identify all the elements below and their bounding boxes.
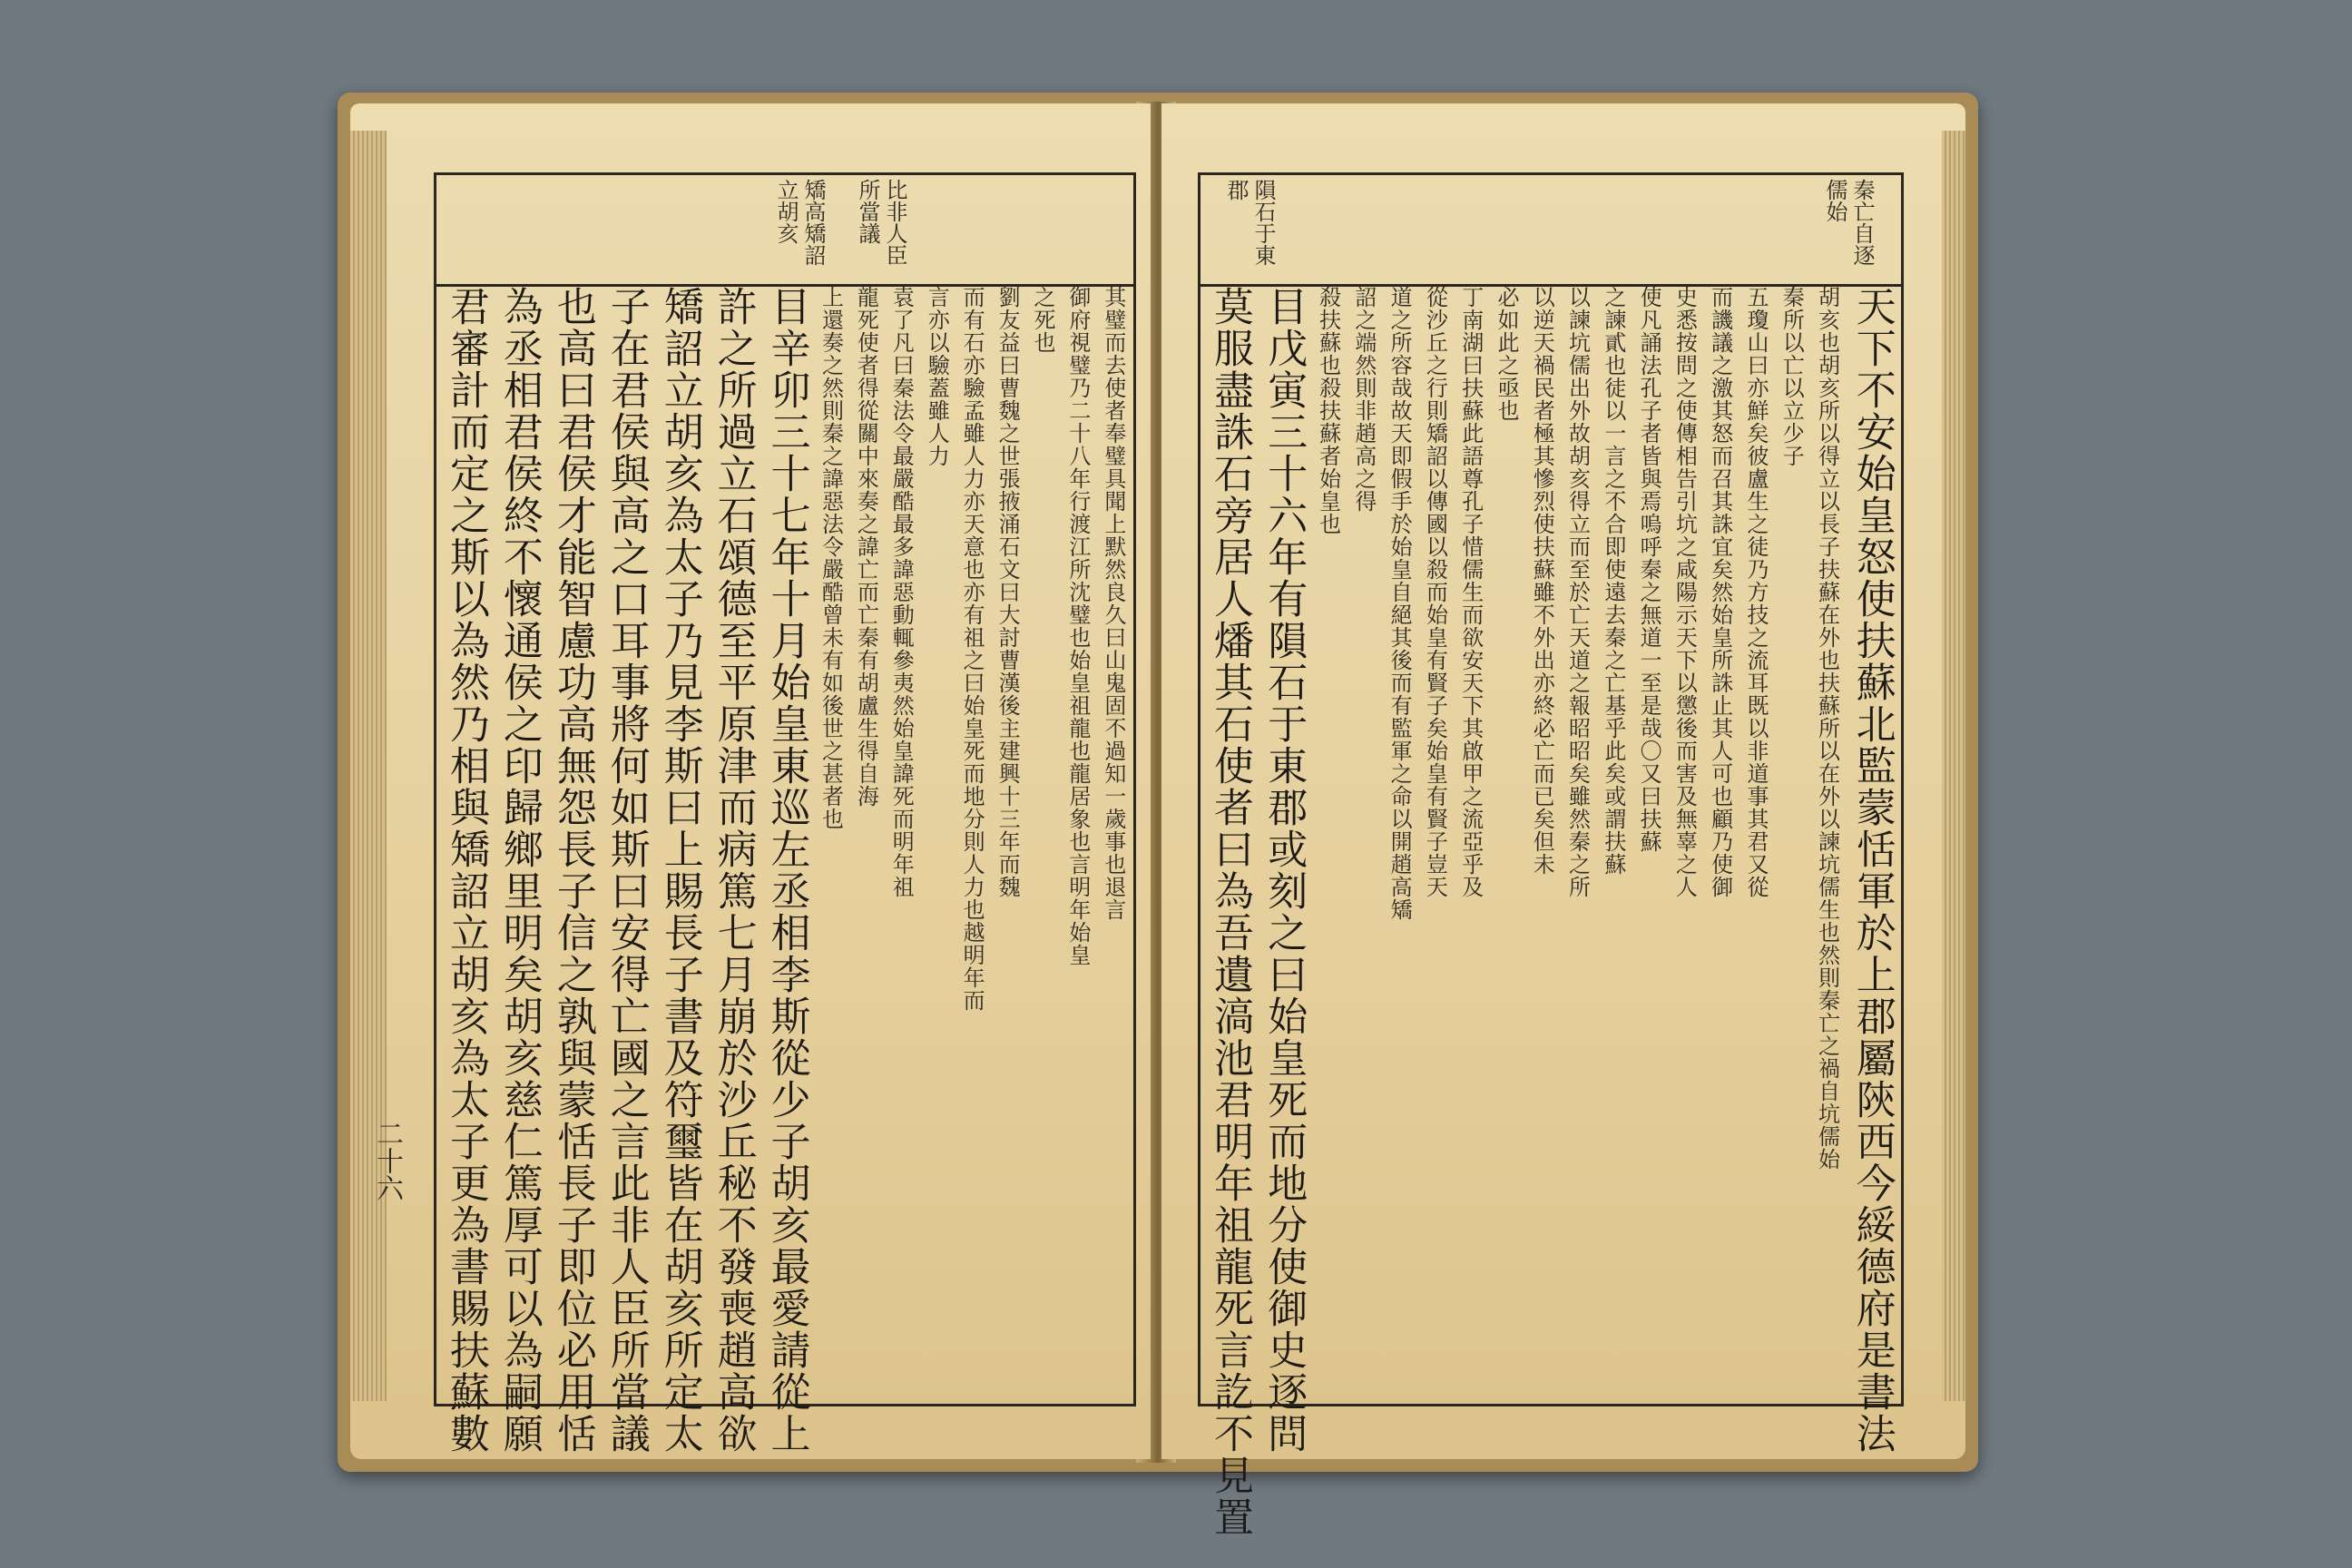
left-page-column: 御府視璧乃二十八年行渡江所沈璧也始皇祖龍也龍居象也言明年始皇 [1064,286,1091,966]
left-page-column: 目辛卯三十七年十月始皇東巡左丞相李斯從少子胡亥最愛請從上 [763,286,810,1455]
open-book [338,93,1978,1538]
left-header-band [436,175,1133,287]
right-text-columns [1200,286,1901,1538]
left-margin-note-2: 所當議 [855,179,880,244]
left-margin-note-1: 比非人臣 [882,179,907,266]
left-page-column: 龍死使者得從關中來奏之諱亡而亡秦有胡盧生得自海 [853,286,879,808]
left-page-column: 君審計而定之斯以為然乃相與矯詔立胡亥為太子更為書賜扶蘇數 [443,286,489,1455]
right-page-column: 之諫貳也徒以一言之不合即使遠去秦之亡基乎此矣或謂扶蘇 [1600,286,1626,876]
left-page-column: 也高曰君侯才能智慮功高無怨長子信之孰與蒙恬長子即位必用恬 [549,286,596,1455]
left-page-column: 而有石亦驗孟雖人力亦天意也亦有祖之曰始皇死而地分則人力也越明年而 [959,286,985,1012]
right-page-column: 以諫坑儒出外故胡亥得立而至於亡天道之報昭昭矣雖然秦之所 [1564,286,1591,898]
right-page-edge [1942,131,1965,1401]
right-page-column: 使凡誦法孔子者皆與焉嗚呼秦之無道一至是哉〇又曰扶蘇 [1636,286,1662,853]
right-page-column: 目戊寅三十六年有隕石于東郡或刻之曰始皇死而地分使御史逐問 [1260,286,1308,1455]
right-margin-note-4: 郡 [1223,179,1249,201]
left-page-column: 之死也 [1029,286,1055,354]
right-page-column: 詔之端然則非趙高之得 [1350,286,1377,513]
right-page-column: 秦所以亡以立少子 [1779,286,1805,467]
left-page-column: 袁了凡曰秦法令最嚴酷最多諱惡動輒參夷然始皇諱死而明年祖 [888,286,915,898]
left-margin-note-3: 矯高矯詔 [800,179,826,266]
right-page-column: 丁南湖曰扶蘇此語尊孔子惜儒生而欲安天下其啟甲之流亞乎及 [1457,286,1484,898]
right-margin-note-1: 秦亡自逐 [1849,179,1875,266]
right-page-column: 道之所容哉故天即假手於始皇自絕其後而有監軍之命以開趙高矯 [1387,286,1413,921]
left-page-column: 劉友益曰曹魏之世張掖涌石文曰大討曹漢後主建興十三年而魏 [995,286,1021,898]
left-page-column: 言亦以驗蓋雖人力 [924,286,950,467]
right-page-column: 史悉按問之使傳相告引坑之咸陽示天下以懲後而害及無辜之人 [1671,286,1698,898]
right-page-column: 以逆天禍民者極其慘烈使扶蘇雖不外出亦終必亡而已矣但未 [1529,286,1555,876]
left-page [350,103,1151,1459]
left-page-column: 上還奏之然則秦之諱惡法令嚴酷曾未有如後世之甚者也 [818,286,844,830]
left-text-columns [436,286,1133,1455]
left-page-column: 其璧而去使者奉璧具聞上默然良久曰山鬼固不過知一歲事也退言 [1100,286,1126,921]
right-page-column: 從沙丘之行則矯詔以傳國以殺而始皇有賢子矣始皇有賢子豈天 [1422,286,1448,898]
left-page-edge [350,131,387,1401]
left-margin-note-4: 立胡亥 [773,179,799,244]
left-page-column: 許之所過立石頌德至平原津而病篤七月崩於沙丘秘不發喪趙高欲 [710,286,757,1455]
right-margin-note-3: 隕石于東 [1250,179,1276,266]
left-text-frame [434,172,1136,1455]
right-page-column: 殺扶蘇也殺扶蘇者始皇也 [1315,286,1341,535]
right-margin-note-2: 儒始 [1822,179,1847,222]
left-page-column: 矯詔立胡亥為太子乃見李斯曰上賜長子書及符璽皆在胡亥所定太 [656,286,703,1455]
right-page [1161,103,1965,1538]
right-page-column: 莫服盡誅石旁居人燔其石使者曰為吾遺滈池君明年祖龍死言訖不見置 [1207,286,1253,1538]
left-page-column: 為丞相君侯終不懷通侯之印歸鄉里明矣胡亥慈仁篤厚可以為嗣願 [495,286,543,1455]
left-page-number: 二十六 [371,1120,403,1201]
right-page-column: 必如此之亟也 [1493,286,1519,422]
right-page-column: 而譏議之激其怒而召其誅宜矣然始皇所誅止其人可也顧乃使御 [1707,286,1733,898]
left-page-column: 子在君侯與高之口耳事將何如斯曰安得亡國之言此非人臣所當議 [603,286,650,1455]
right-page-column: 天下不安始皇怒使扶蘇北監蒙恬軍於上郡屬陝西今綏德府是書法 [1848,286,1896,1455]
right-text-frame [1198,172,1904,1538]
right-page-column: 五瓊山曰亦鮮矣彼盧生之徒乃方技之流耳既以非道事其君又從 [1742,286,1769,898]
right-page-column: 胡亥也胡亥所以得立以長子扶蘇在外也扶蘇所以在外以諫坑儒生也然則秦亡之禍自坑儒始 [1814,286,1840,1171]
right-header-band [1200,175,1901,287]
